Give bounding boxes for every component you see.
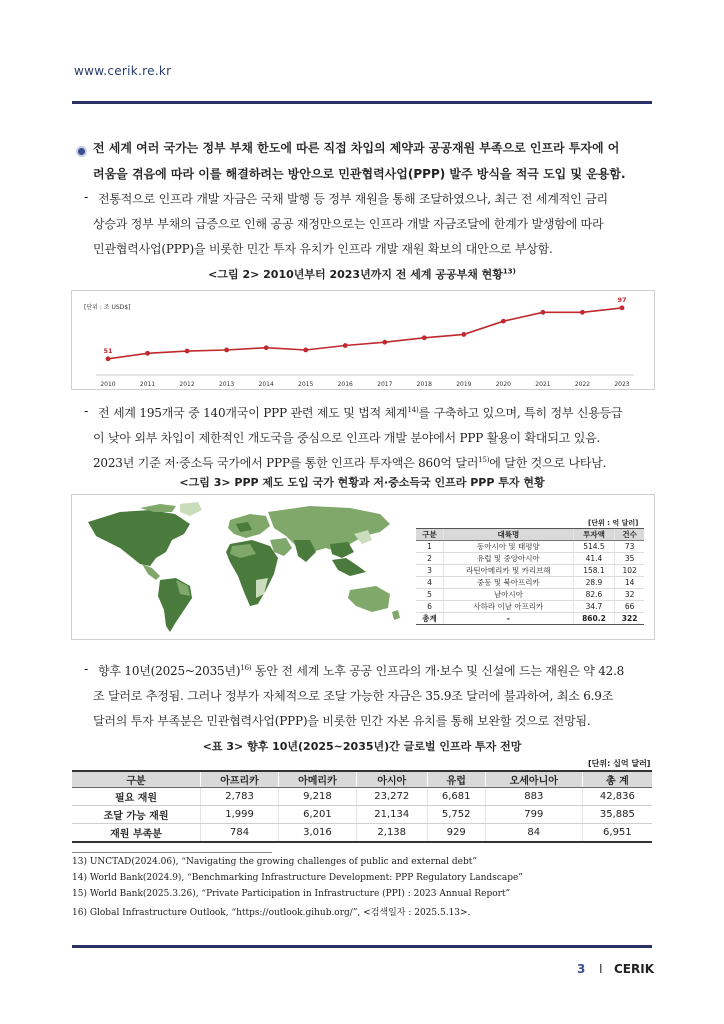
infra-forecast-table [72,770,652,843]
table-total-row [416,613,644,625]
col-header: 아시아 [356,771,427,788]
footnote-13: 13) UNCTAD(2024.06), “Navigating the growing challenges of public and external debt” [72,857,477,867]
col-header-category: 구분 [416,529,444,541]
cell: 84 [485,824,582,842]
data-point [303,348,308,353]
x-tick-label: 2014 [258,381,274,388]
bullet-main-line-2: 려움을 겪음에 따라 이를 해결하려는 방안으로 민관협력사업(PPP) 발주 방식을 적극 도입 및 운용함. [93,167,626,181]
sub1-line-3: 민관협력사업(PPP)을 비롯한 민간 투자 유치가 인프라 개발 재원 확보의 대안으로 부상함. [93,242,553,256]
figure2-caption: <그림 2> 2010년부터 2023년까지 전 세계 공공부채 현황$^{13)}$ [208,267,516,281]
col-header-investment: 투자액 [573,529,615,541]
cell: 883 [485,788,582,806]
cell: 동아시아 및 태평양 [444,541,574,553]
x-tick-label: 2022 [574,381,591,388]
cell: 총계 [416,613,444,625]
sub2-line-3: 2023년 기준 저·중소득 국가에서 PPP를 통한 인프라 투자액은 860억 달러$^{15)}$에 달한 것으로 나타남. [93,456,607,470]
table-row [72,806,652,824]
data-point [382,340,387,345]
cell: 32 [615,589,644,601]
sub1-dash: - [84,190,89,204]
cell: 6,951 [582,824,652,842]
ppp-investment-table [416,528,644,625]
sub2-line-2: 이 낮아 외부 차입이 제한적인 개도국을 중심으로 인프라 개발 분야에서 PPP 활용이 확대되고 있음. [93,431,601,445]
cell: 3 [416,565,444,577]
cell: 사하라 이남 아프리카 [444,601,574,613]
col-header: 아프리카 [201,771,279,788]
data-point [106,356,111,361]
cell: 82.6 [573,589,615,601]
cell: 35 [615,553,644,565]
table-row [416,589,644,601]
x-tick-label: 2016 [337,381,353,388]
page-number: 3 [577,962,586,976]
cell: 21,134 [356,806,427,824]
footnote-15: 15) World Bank(2025.3.26), “Private Participation in Infrastructure (PPI) : 2023 Annual Report” [72,889,511,899]
cell: 42,836 [582,788,652,806]
data-point [541,310,546,315]
cell: 조달 가능 재원 [72,806,201,824]
cell: 4 [416,577,444,589]
sub1-line-1: 전통적으로 인프라 개발 자금은 국채 발행 등 정부 재원을 통해 조달하였으나, 최근 전 세계적인 금리 [98,192,608,206]
col-header: 총 계 [582,771,652,788]
cell: 2,783 [201,788,279,806]
sub2-dash: - [84,404,89,418]
col-header: 오세아니아 [485,771,582,788]
chart-unit-label: [단위 : 조 USD$] [84,304,131,311]
map-table-unit: [단위 : 억 달러] [588,519,639,527]
footnote-14: 14) World Bank(2024.9), “Benchmarking Infrastructure Development: PPP Regulatory Landscape” [72,873,523,883]
cell: 322 [615,613,644,625]
col-header-count: 건수 [615,529,644,541]
cell: 6 [416,601,444,613]
cell: 5 [416,589,444,601]
cell: 재원 부족분 [72,824,201,842]
col-header: 유럽 [427,771,485,788]
cell: 3,016 [278,824,356,842]
world-map-image [80,500,410,636]
col-header: 구분 [72,771,201,788]
x-tick-label: 2021 [535,381,551,388]
data-point [580,310,585,315]
sub3-line-1: 향후 10년(2025~2035년)$^{16)}$ 동안 전 세계 노후 공공 인프라의 개·보수 및 신설에 드는 재원은 약 42.8 [98,664,625,678]
data-label: 51 [103,346,113,355]
sub3-line-3: 달러의 투자 부족분은 민관협력사업(PPP)을 비롯한 민간 자본 유치를 통해 보완할 것으로 전망됨. [93,714,591,728]
x-tick-label: 2019 [456,381,472,388]
table3-caption: <표 3> 향후 10년(2025~2035년)간 글로벌 인프라 투자 전망 [202,740,522,753]
cell: 중동 및 북아프리카 [444,577,574,589]
cell: 34.7 [573,601,615,613]
cell: - [444,613,574,625]
cell: 23,272 [356,788,427,806]
col-header-region: 대륙명 [444,529,574,541]
x-tick-label: 2018 [416,381,432,388]
bottom-rule [72,945,652,948]
sub1-line-2: 상승과 정부 부채의 급증으로 인해 공공 재정만으로는 인프라 개발 자금조달에 한계가 발생함에 따라 [93,217,604,231]
figure3-caption: <그림 3> PPP 제도 도입 국가 현황과 저·중소득국 인프라 PPP 투자 현황 [179,476,545,489]
debt-line-chart [72,291,654,389]
cell: 2,138 [356,824,427,842]
table-header-row [416,529,644,541]
cell: 라틴아메리카 및 카리브해 [444,565,574,577]
footnote-rule [72,852,272,853]
cell: 필요 재원 [72,788,201,806]
data-point [461,332,466,337]
sub3-dash: - [84,662,89,676]
col-header: 아메리카 [278,771,356,788]
page-separator: I [599,962,603,976]
cell: 514.5 [573,541,615,553]
sub2-line-1: 전 세계 195개국 중 140개국이 PPP 관련 제도 및 법적 체계$^{14)}$를 구축하고 있으며, 특히 정부 신용등급 [98,406,623,420]
cell: 2 [416,553,444,565]
bullet-dot-icon [76,146,87,157]
cell: 784 [201,824,279,842]
cell: 929 [427,824,485,842]
data-point [620,305,625,310]
cell: 102 [615,565,644,577]
site-url[interactable]: www.cerik.re.kr [74,64,172,78]
cell: 860.2 [573,613,615,625]
x-tick-label: 2011 [139,381,156,388]
x-tick-label: 2012 [179,381,195,388]
cell: 799 [485,806,582,824]
x-tick-label: 2010 [100,381,116,388]
x-tick-label: 2015 [298,381,314,388]
cell: 9,218 [278,788,356,806]
data-point [343,343,348,348]
cell: 5,752 [427,806,485,824]
data-point [224,348,229,353]
table-row [72,788,652,806]
table3-unit: [단위: 십억 달러] [588,759,651,768]
cell: 41.4 [573,553,615,565]
table-row [416,577,644,589]
cell: 14 [615,577,644,589]
cell: 28.9 [573,577,615,589]
footnote-16: 16) Global Infrastructure Outlook, “https://outlook.gihub.org/”, <검색일자 : 2025.5.13>. [72,908,471,918]
data-point [145,351,150,356]
x-tick-label: 2013 [218,381,235,388]
table-row [416,601,644,613]
data-label: 97 [617,295,627,304]
top-rule [72,101,652,104]
cell: 유럽 및 중앙아시아 [444,553,574,565]
cell: 6,201 [278,806,356,824]
cell: 1,999 [201,806,279,824]
data-point [501,319,506,324]
cell: 35,885 [582,806,652,824]
brand-label: CERIK [614,962,655,976]
data-point [422,335,427,340]
table-row [416,541,644,553]
x-tick-label: 2020 [495,381,512,388]
data-point [264,345,269,350]
cell: 73 [615,541,644,553]
cell: 남아시아 [444,589,574,601]
x-tick-label: 2017 [377,381,393,388]
cell: 6,681 [427,788,485,806]
bullet-main-line-1: 전 세계 여러 국가는 정부 부채 한도에 따른 직접 차입의 제약과 공공재원 부족으로 인프라 투자에 어 [93,141,620,155]
table-row [72,824,652,842]
cell: 66 [615,601,644,613]
cell: 1 [416,541,444,553]
table-row [416,565,644,577]
sub3-line-2: 조 달러로 추정됨. 그러나 정부가 자체적으로 조달 가능한 자금은 35.9조 달러에 불과하여, 최소 6.9조 [93,689,614,703]
data-point [185,349,190,354]
table-row [416,553,644,565]
x-tick-label: 2023 [614,381,630,388]
table-header-row [72,771,652,788]
cell: 158.1 [573,565,615,577]
